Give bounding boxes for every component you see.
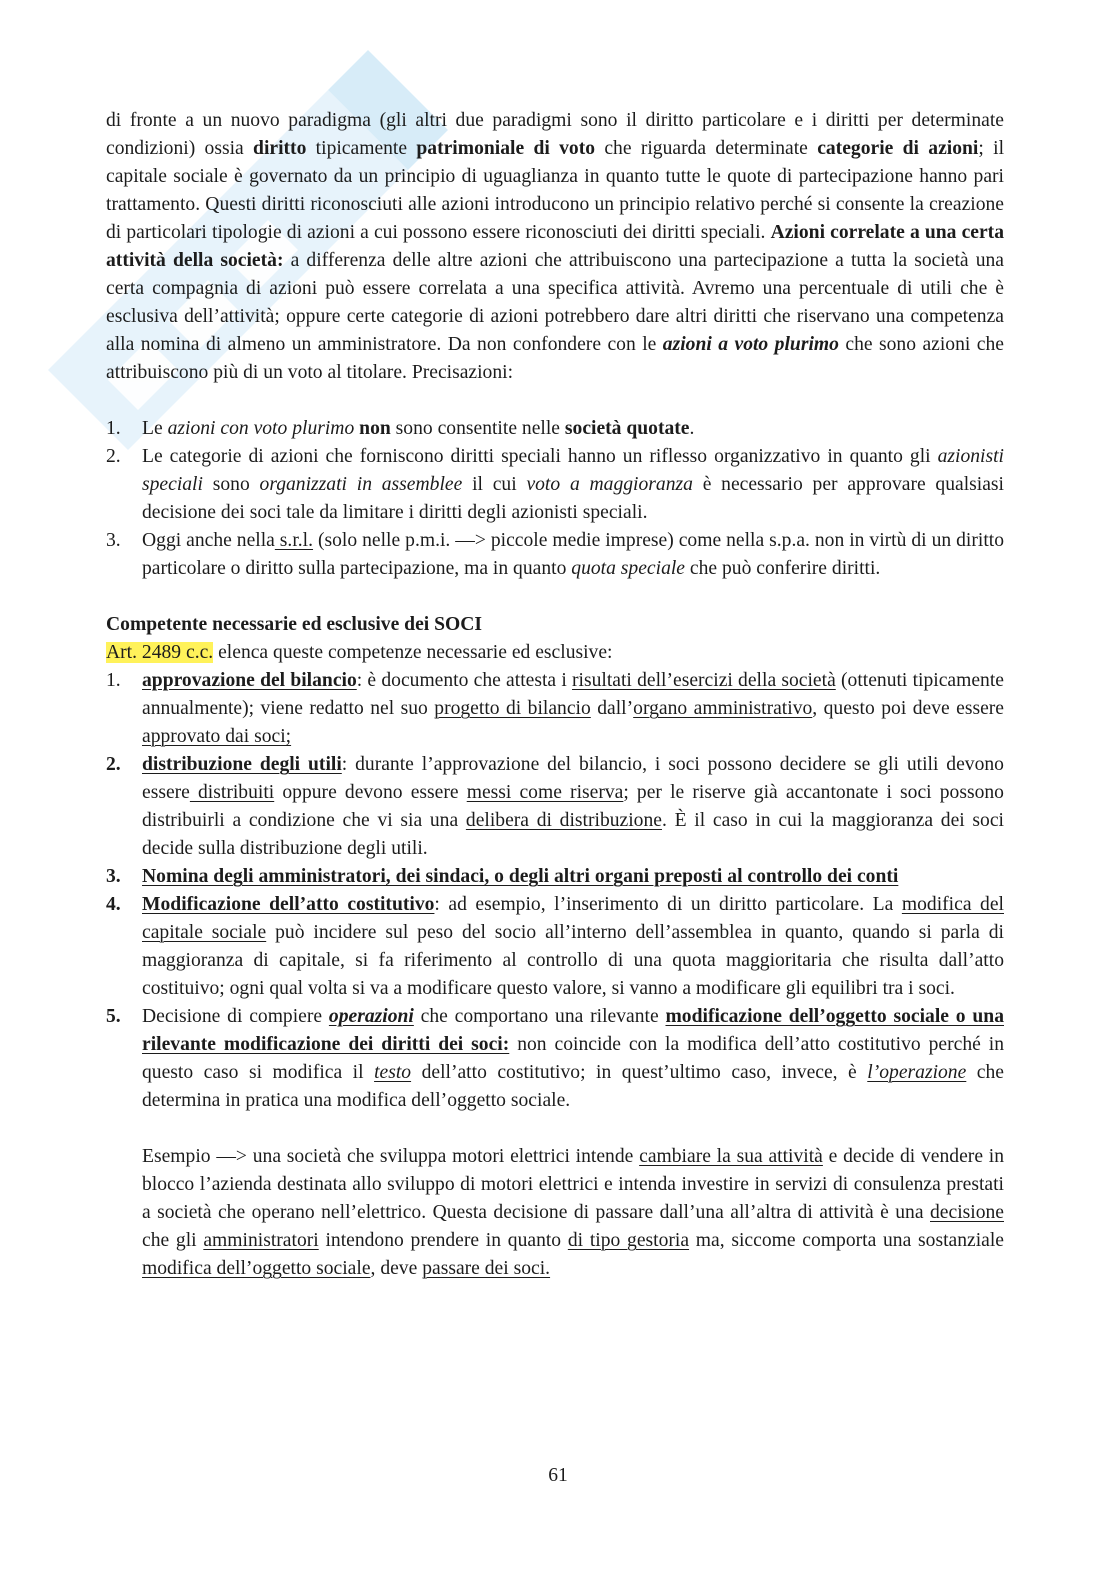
list-item: 1. Le azioni con voto plurimo non sono consentite nelle società quotate. — [106, 418, 695, 439]
section-title: Competente necessarie ed esclusive dei SOCI — [106, 614, 483, 635]
article-reference: Art. 2489 c.c. — [106, 642, 214, 663]
document-page — [106, 107, 1004, 1283]
list-item: 5. Decisione di compiere operazioni che comportano una rilevante modificazione dell’oggetto sociale o una rilevante modificazione dei diritti dei soci: non coincide con la modifica dell’atto costitutivo perché in questo caso si modifica il testo dell’atto costitutivo; in quest’ultimo caso, invece, è l’operazione che determina in pratica una modifica dell’oggetto sociale. — [106, 1006, 1005, 1111]
list-item: 1. approvazione del bilancio: è documento che attesta i risultati dell’esercizi della società (ottenuti tipicamente annualmente); viene redatto nel suo progetto di bilancio dall’organo amministrativo, questo poi deve essere approvato dai soci; — [106, 670, 1004, 747]
competenze-list — [106, 667, 1004, 1115]
page-number: 61 — [548, 1465, 568, 1486]
article-line: Art. 2489 c.c. elenca queste competenze necessarie ed esclusive: — [106, 642, 613, 663]
list-item: 3. Oggi anche nella s.r.l. (solo nelle p.m.i. —> piccole medie imprese) come nella s.p.a. non in virtù di un diritto particolare o diritto sulla partecipazione, ma in quanto quota speciale che può conferire diritti. — [106, 530, 1005, 579]
example-paragraph: Esempio —> una società che sviluppa motori elettrici intende cambiare la sua attività e decide di vendere in blocco l’azienda destinata allo sviluppo di motori elettrici e intenda investire in servizi di consulenza prestati a società che operano nell’elettrico. Questa decisione di passare dall’una all’altra di attività è una decisione che gli amministratori intendono prendere in quanto di tipo gestoria ma, siccome comporta una sostanziale modifica dell’oggetto sociale, deve passare dei soci. — [142, 1146, 1005, 1279]
list-item: 3. Nomina degli amministratori, dei sindaci, o degli altri organi preposti al controllo dei conti — [106, 866, 899, 887]
precisazioni-list — [106, 415, 1004, 583]
list-item: 2. distribuzione degli utili: durante l’approvazione del bilancio, i soci possono decidere se gli utili devono essere distribuiti oppure devono essere messi come riserva; per le riserve già accantonate i soci possono distribuirli a condizione che vi sia una delibera di distribuzione. È il caso in cui la maggioranza dei soci decide sulla distribuzione degli utili. — [106, 754, 1004, 859]
list-item: 2. Le categorie di azioni che forniscono diritti speciali hanno un riflesso organizzativo in quanto gli azionisti speciali sono organizzati in assemblee il cui voto a maggioranza è necessario per approvare qualsiasi decisione dei soci tale da limitare i diritti degli azionisti speciali. — [106, 446, 1004, 523]
list-item: 4. Modificazione dell’atto costitutivo: ad esempio, l’inserimento di un diritto particolare. La modifica del capitale sociale può incidere sul peso del socio all’interno dell’assemblea in quanto, quando si parla di maggioranza di capitale, si fa riferimento al controllo di una quota maggioritaria che risulta dall’atto costituivo; ogni qual volta si va a modificare questo valore, si vanno a modificare gli equilibri tra i soci. — [106, 894, 1004, 999]
intro-paragraph: di fronte a un nuovo paradigma (gli altri due paradigmi sono il diritto particolare e i diritti per determinate condizioni) ossia diritto tipicamente patrimoniale di voto che riguarda determinate categorie di azioni; il capitale sociale è governato da un principio di uguaglianza in quanto tutte le quote di partecipazione hanno pari trattamento. Questi diritti riconosciuti alle azioni introducono un principio relativo perché si consente la creazione di particolari tipologie di azioni a cui possono essere riconosciuti dei diritti speciali. Azioni correlate a una certa attività della società: a differenza delle altre azioni che attribuiscono una partecipazione a tutta la società una certa compagnia di azioni può essere correlata a una specifica attività. Avremo una percentuale di utili che è esclusiva dell’attività; oppure certe categorie di azioni potrebbero dare altri diritti che riservano una competenza alla nomina di almeno un amministratore. Da non confondere con le azioni a voto plurimo che sono azioni che attribuiscono più di un voto al titolare. Precisazioni: — [106, 110, 1005, 383]
